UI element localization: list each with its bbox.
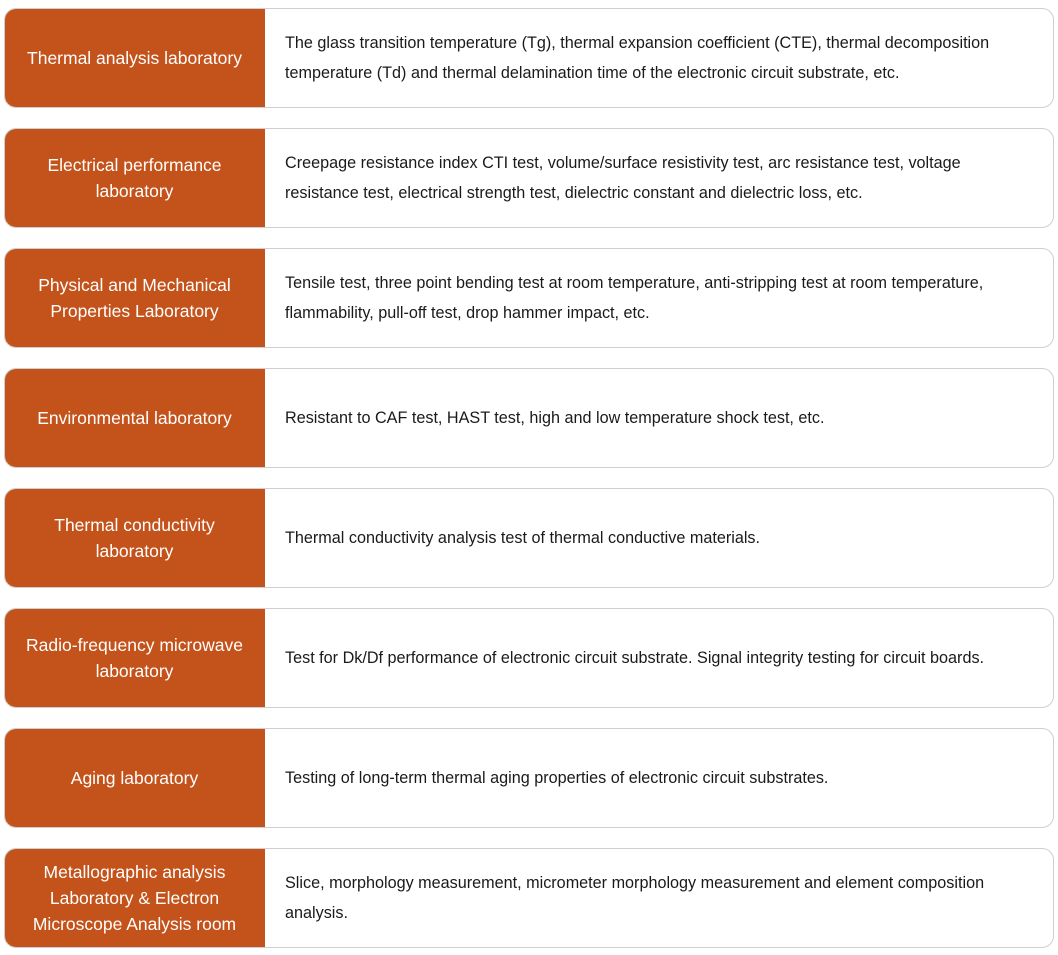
lab-description: Tensile test, three point bending test at room temperature, anti-stripping test at room temperature, flammability, pull-off test, drop hammer impact, etc. — [285, 274, 984, 322]
lab-name: Environmental laboratory — [4, 368, 265, 468]
lab-row-physical-mechanical — [4, 248, 1054, 348]
lab-description: Resistant to CAF test, HAST test, high and low temperature shock test, etc. — [285, 409, 825, 427]
lab-name: Metallographic analysis Laboratory & Electron Microscope Analysis room — [4, 848, 265, 948]
lab-description: Thermal conductivity analysis test of thermal conductive materials. — [285, 529, 761, 547]
lab-list — [4, 8, 1054, 948]
lab-row-thermal-conductivity — [4, 488, 1054, 588]
lab-description: Creepage resistance index CTI test, volume/surface resistivity test, arc resistance test, voltage resistance test, electrical strength test, dielectric constant and dielectric loss, etc. — [285, 154, 961, 202]
lab-description: Testing of long-term thermal aging properties of electronic circuit substrates. — [285, 769, 829, 787]
lab-name: Physical and Mechanical Properties Laboratory — [4, 248, 265, 348]
lab-row-electrical-performance — [4, 128, 1054, 228]
lab-description: The glass transition temperature (Tg), thermal expansion coefficient (CTE), thermal decomposition temperature (Td) and thermal delamination time of the electronic circuit substrate, etc. — [285, 34, 990, 82]
lab-row-thermal-analysis — [4, 8, 1054, 108]
lab-description: Test for Dk/Df performance of electronic circuit substrate. Signal integrity testing for circuit boards. — [285, 649, 985, 667]
lab-row-metallographic — [4, 848, 1054, 948]
lab-name: Thermal analysis laboratory — [4, 8, 265, 108]
lab-name: Thermal conductivity laboratory — [4, 488, 265, 588]
lab-name: Aging laboratory — [4, 728, 265, 828]
lab-row-aging — [4, 728, 1054, 828]
lab-description: Slice, morphology measurement, micrometer morphology measurement and element composition analysis. — [285, 874, 985, 922]
lab-name: Electrical performance laboratory — [4, 128, 265, 228]
lab-name: Radio-frequency microwave laboratory — [4, 608, 265, 708]
lab-row-radio-frequency — [4, 608, 1054, 708]
lab-row-environmental — [4, 368, 1054, 468]
